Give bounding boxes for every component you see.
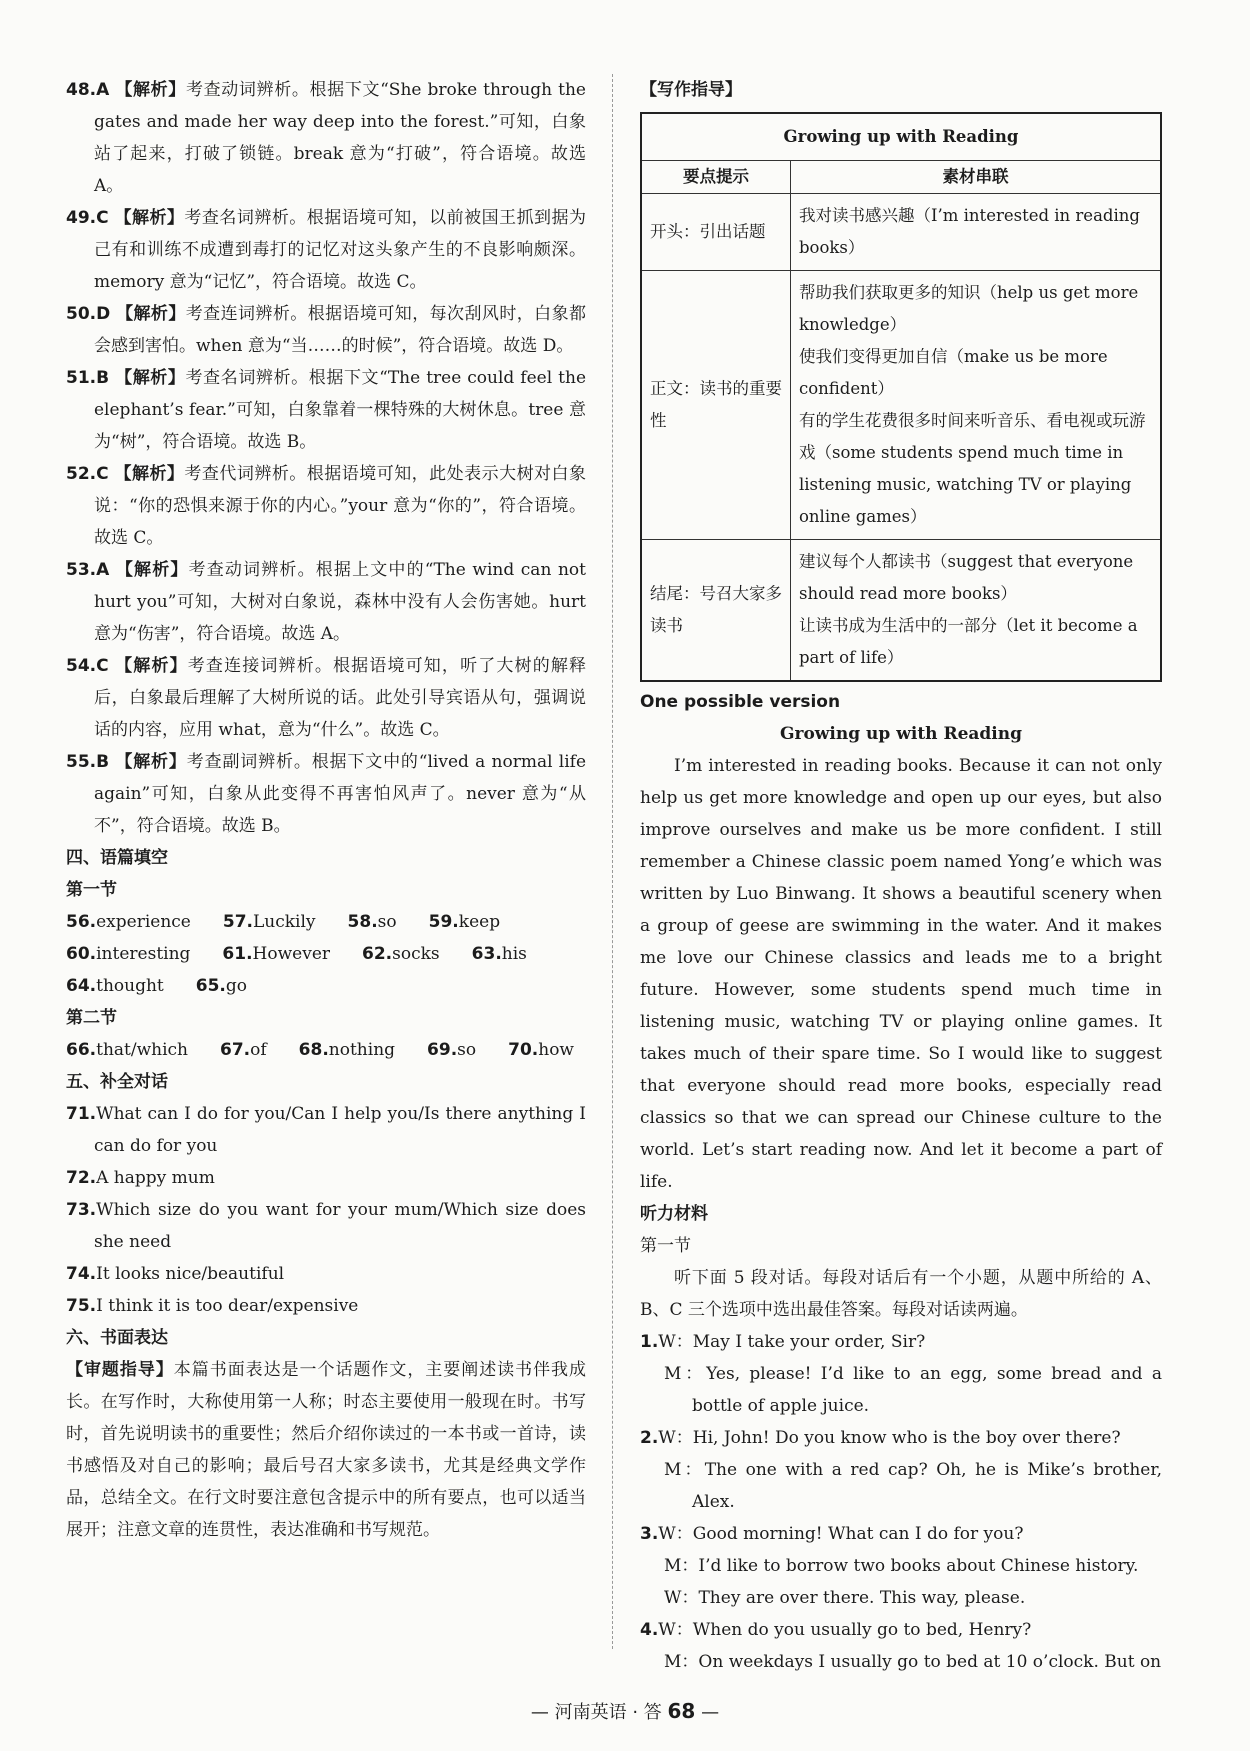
listening-part: 第一节 [640,1236,691,1256]
cloze-answer [66,1040,204,1060]
table-key: 开头：引出话题 [641,194,791,271]
cloze-answer [196,976,263,996]
dialogue [640,1422,1162,1518]
dialog-answer-number: 72. [66,1168,97,1188]
cloze-answer [66,912,207,932]
cloze-number: 57. [222,912,253,932]
analysis-text: 考查名词辨析。根据下文“The tree could feel the elephant’s fear.”可知，白象靠着一棵特殊的大树休息。tree 意为“树”，符合语境。故选 B。 [94,368,587,452]
table-key: 正文：读书的重要性 [641,271,791,540]
answer-number: 54.C [66,656,109,676]
answer-item [66,458,586,554]
cloze-answer [427,1040,492,1060]
dialog-answer [66,1194,586,1258]
dialog-answer [66,1098,586,1162]
cloze-word: so [377,912,397,932]
table-row [641,271,1161,540]
section-title-writing: 六、书面表达 [66,1328,168,1348]
column-divider [612,74,613,1649]
footer-suffix: — [695,1702,720,1723]
dialogue-number: 2. [640,1428,659,1448]
cloze-word: experience [96,912,191,932]
dialogue [640,1614,1162,1678]
writing-guide-title: 【写作指导】 [640,80,742,100]
dialogue-line [640,1518,1162,1550]
dialog-answer [66,1162,586,1194]
table-head-material: 素材串联 [791,161,1162,194]
answer-row [66,970,586,1002]
answer-number: 49.C [66,208,109,228]
essay-body: I’m interested in reading books. Because it can not only help us get more knowledge and open up our eyes, but also improve ourselves and make us be more confident. I still remember a Chinese classic poem named Yong’e which was written by Luo Binwang. It shows a beautiful scenery when a group of geese are swimming in the water. And it makes me love our Chinese classics and leads me to a bright future. However, some students spend much time in listening music, watching TV or playing online games. It takes much of their spare time. So I would like to suggest that everyone should read more books, especially read classics so that we can spread our Chinese culture to the world. Let’s start reading now. And let it become a part of life. [640,756,1162,1192]
analysis-tag: 【解析】 [114,464,185,484]
cloze-answers-part1 [66,906,586,1002]
dialogue-text: W：They are over there. This way, please. [664,1588,1026,1608]
cloze-answer [299,1040,411,1060]
cloze-word: go [225,976,248,996]
material-line: 有的学生花费很多时间来听音乐、看电视或玩游戏（some students spend much time in listening music, watching TV or playing online games） [799,411,1146,526]
cloze-word: that/which [96,1040,189,1060]
dialog-answer-text: Which size do you want for your mum/Which size does she need [94,1200,586,1252]
cloze-answer [223,912,332,932]
footer-prefix: — 河南英语 · 答 [530,1702,668,1723]
analysis-text: 考查副词辨析。根据下文中的“lived a normal life again”可知，白象从此变得不再害怕风声了。never 意为“从不”，符合语境。故选 B。 [94,752,587,836]
review-tag: 【审题指导】 [66,1360,174,1380]
answer-row [66,1034,586,1066]
analysis-tag: 【解析】 [115,368,186,388]
analysis-text: 考查动词辨析。根据上文中的“The wind can not hurt you”可知，大树对白象说，森林中没有人会伤害她。hurt 意为“伤害”，符合语境。故选 A。 [94,560,586,644]
dialogue [640,1518,1162,1614]
dialogue-line [640,1614,1162,1646]
analysis-tag: 【解析】 [115,560,189,580]
table-row [641,540,1161,682]
cloze-word: nothing [328,1040,396,1060]
cloze-word: of [250,1040,267,1060]
cloze-answer [429,912,516,932]
section-title-cloze: 四、语篇填空 [66,848,168,868]
cloze-number: 69. [427,1040,458,1060]
cloze-answer [66,976,180,996]
table-material [791,540,1162,682]
cloze-number: 67. [220,1040,251,1060]
dialog-answer-text: I think it is too dear/expensive [96,1296,359,1316]
dialogue-text: M：I’d like to borrow two books about Chinese history. [664,1556,1139,1576]
cloze-number: 58. [347,912,378,932]
answer-item [66,554,586,650]
dialogue [640,1326,1162,1422]
part-title-2: 第二节 [66,1008,117,1028]
analysis-tag: 【解析】 [115,656,188,676]
dialogue-number: 3. [640,1524,659,1544]
cloze-number: 64. [66,976,97,996]
table-title: Growing up with Reading [641,113,1161,161]
version-label: One possible version [640,692,841,712]
dialogue-line [640,1422,1162,1454]
cloze-word: Luckily [253,912,316,932]
cloze-number: 65. [195,976,226,996]
dialog-answer-number: 73. [66,1200,97,1220]
analysis-text: 考查动词辨析。根据下文“She broke through the gates and made her way deep into the forest.”可知，白象站了起来，打破了锁链。break 意为“打破”，符合语境。故选 A。 [94,80,586,196]
material-line: 帮助我们获取更多的知识（help us get more knowledge） [799,283,1139,334]
answer-number: 48.A [66,80,110,100]
cloze-word: thought [96,976,164,996]
cloze-number: 63. [471,944,502,964]
right-column [640,74,1162,1678]
answer-item [66,298,586,362]
cloze-answer [66,944,206,964]
dialogue-line [640,1550,1162,1582]
table-key: 结尾：号召大家多读书 [641,540,791,682]
cloze-word: his [501,944,527,964]
dialogue-text: W：Hi, John! Do you know who is the boy over there? [658,1428,1121,1448]
answer-number: 52.C [66,464,109,484]
writing-guide-table [640,112,1162,682]
cloze-answer [348,912,413,932]
review-guide [66,1354,586,1546]
left-column [66,74,586,1546]
table-material [791,271,1162,540]
answer-item [66,202,586,298]
material-line: 建议每个人都读书（suggest that everyone should read more books） [799,552,1134,603]
answer-number: 53.A [66,560,110,580]
analysis-text: 考查连接词辨析。根据语境可知，听了大树的解释后，白象最后理解了大树所说的话。此处引导宾语从句，强调说话的内容，应用 what，意为“什么”。故选 C。 [94,656,587,740]
listening-dialogues [640,1326,1162,1678]
cloze-number: 60. [66,944,97,964]
part-title-1: 第一节 [66,880,117,900]
cloze-word: so [457,1040,477,1060]
dialogue-text: M：Yes, please! I’d like to an egg, some bread and a bottle of apple juice. [664,1364,1162,1416]
dialogue-line [640,1646,1162,1678]
material-line: 我对读书感兴趣（I’m interested in reading books） [799,206,1140,257]
analysis-tag: 【解析】 [115,752,187,772]
dialog-answer-text: What can I do for you/Can I help you/Is there anything I can do for you [94,1104,586,1156]
dialogue-text: W：Good morning! What can I do for you? [658,1524,1024,1544]
dialog-answer-number: 71. [66,1104,97,1124]
answer-item [66,650,586,746]
analysis-text: 考查代词辨析。根据语境可知，此处表示大树对白象说：“你的恐惧来源于你的内心。”your 意为“你的”，符合语境。故选 C。 [94,464,587,548]
answer-number: 51.B [66,368,110,388]
dialogue-number: 1. [640,1332,659,1352]
answer-item [66,362,586,458]
cloze-number: 62. [362,944,393,964]
table-material [791,194,1162,271]
table-row [641,194,1161,271]
cloze-number: 70. [508,1040,539,1060]
cloze-answers-part2 [66,1034,586,1066]
dialog-answers [66,1098,586,1322]
answer-explanations [66,74,586,842]
cloze-answer [362,944,456,964]
essay-title: Growing up with Reading [779,724,1022,744]
dialogue-line [640,1326,1162,1358]
cloze-number: 66. [66,1040,97,1060]
dialogue-text: M：On weekdays I usually go to bed at 10 o’clock. But on [664,1652,1162,1672]
cloze-number: 56. [66,912,97,932]
analysis-text: 考查连词辨析。根据语境可知，每次刮风时，白象都会感到害怕。when 意为“当……的时候”，符合语境。故选 D。 [94,304,587,356]
analysis-tag: 【解析】 [114,208,185,228]
cloze-answer [508,1040,590,1060]
analysis-tag: 【解析】 [115,80,186,100]
answer-number: 50.D [66,304,111,324]
cloze-word: However [252,944,331,964]
dialog-answer [66,1258,586,1290]
page-footer [0,1695,1250,1729]
listening-title: 听力材料 [640,1204,708,1224]
cloze-number: 68. [298,1040,329,1060]
cloze-number: 59. [428,912,459,932]
review-text: 本篇书面表达是一个话题作文，主要阐述读书伴我成长。在写作时，大称使用第一人称；时态主要使用一般现在时。书写时，首先说明读书的重要性；然后介绍你读过的一本书或一首诗，读书感悟及对自己的影响；最后号召大家多读书，尤其是经典文学作品，总结全文。在行文时要注意包含提示中的所有要点，也可以适当展开；注意文章的连贯性，表达准确和书写规范。 [66,1360,587,1540]
material-line: 让读书成为生活中的一部分（let it become a part of life） [799,616,1138,667]
answer-item [66,746,586,842]
page-number: 68 [667,1699,696,1723]
listening-instructions: 听下面 5 段对话。每段对话后有一个小题，从题中所给的 A、B、C 三个选项中选出最佳答案。每段对话读两遍。 [640,1268,1162,1320]
answer-number: 55.B [66,752,110,772]
cloze-word: interesting [96,944,191,964]
answer-row [66,938,586,970]
analysis-tag: 【解析】 [116,304,186,324]
dialogue-line [640,1582,1162,1614]
cloze-number: 61. [222,944,253,964]
cloze-word: how [538,1040,574,1060]
cloze-word: keep [458,912,501,932]
dialog-answer-text: A happy mum [96,1168,215,1188]
table-head-points: 要点提示 [641,161,791,194]
dialog-answer-text: It looks nice/beautiful [96,1264,285,1284]
dialogue-number: 4. [640,1620,659,1640]
dialog-answer-number: 74. [66,1264,97,1284]
dialogue-line [640,1358,1162,1422]
section-title-dialog: 五、补全对话 [66,1072,168,1092]
cloze-word: socks [392,944,440,964]
cloze-answer [220,1040,283,1060]
dialogue-text: W：May I take your order, Sir? [658,1332,926,1352]
analysis-text: 考查名词辨析。根据语境可知，以前被国王抓到据为己有和训练不成遭到毒打的记忆对这头象产生的不良影响颇深。memory 意为“记忆”，符合语境。故选 C。 [94,208,587,292]
answer-item [66,74,586,202]
dialog-answer-number: 75. [66,1296,97,1316]
material-line: 使我们变得更加自信（make us be more confident） [799,347,1108,398]
dialog-answer [66,1290,586,1322]
answer-row [66,906,586,938]
cloze-answer [222,944,346,964]
cloze-answer [472,944,543,964]
dialogue-text: W：When do you usually go to bed, Henry? [658,1620,1032,1640]
dialogue-line [640,1454,1162,1518]
dialogue-text: M：The one with a red cap? Oh, he is Mike’s brother, Alex. [664,1460,1162,1512]
